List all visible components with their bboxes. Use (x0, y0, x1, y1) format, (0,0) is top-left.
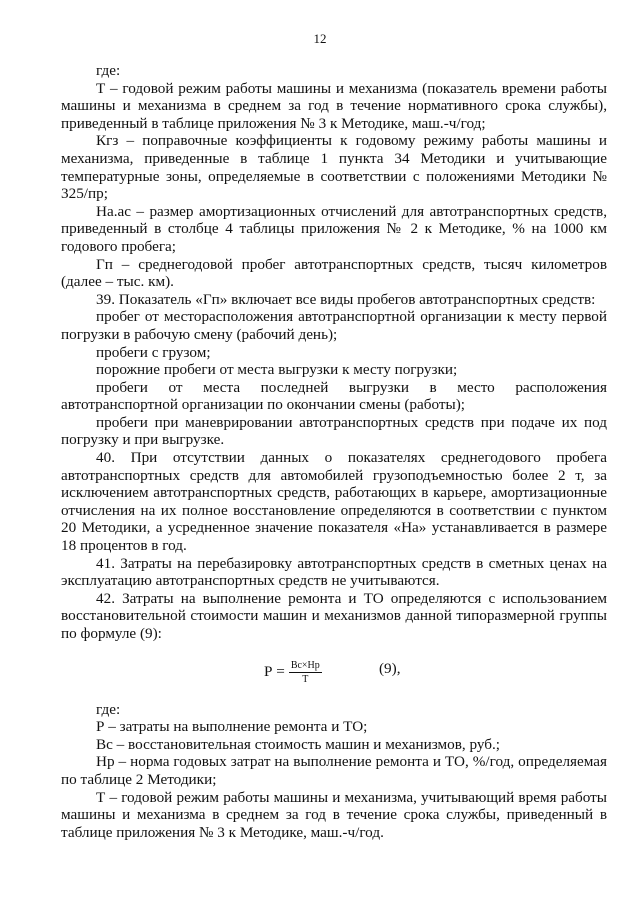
paragraph: 42. Затраты на выполнение ремонта и ТО определяются с использованием восстановительной стоимости машин и механизмов данной типоразмерной группы по формуле (9): (61, 589, 607, 642)
paragraph: пробеги от места последней выгрузки в место расположения автотранспортной организации по окончании смены (работы); (61, 378, 607, 414)
paragraph: пробеги с грузом; (96, 343, 211, 361)
paragraph: 40. При отсутствии данных о показателях среднегодового пробега автотранспортных средств для автомобилей грузоподъемностью более 2 т, за исключением автотранспортных средств, работающих в карьере, амортизационные отчисления на их полное восстановление определяются в соответствии с пунктом 20 Методики, а усредненное значение показателя «На» устанавливается в размере 18 процентов в год. (61, 449, 607, 555)
paragraph: где: (96, 700, 121, 718)
paragraph: порожние пробеги от места выгрузки к месту погрузки; (96, 361, 458, 379)
formula-fraction (289, 660, 322, 685)
formula-number: (9), (379, 659, 401, 677)
paragraph: где: (96, 62, 121, 79)
paragraph: Р – затраты на выполнение ремонта и ТО; (96, 718, 368, 736)
formula-denominator: Т (302, 673, 309, 685)
paragraph: пробеги при маневрировании автотранспортных средств при подаче их под погрузку и при выгрузке. (61, 413, 607, 449)
page-number: 12 (313, 31, 327, 46)
paragraph: Т – годовой режим работы машины и механизма, учитывающий время работы машины и механизма в среднем за год в течение срока службы, приведенный в таблице приложения № 3 к Методике, маш.-ч/год. (61, 788, 607, 841)
formula-lhs: Р = (264, 663, 285, 681)
formula-expression (264, 660, 322, 685)
paragraph: 39. Показатель «Гп» включает все виды пробегов автотранспортных средств: (96, 290, 596, 308)
paragraph: Нр – норма годовых затрат на выполнение ремонта и ТО, %/год, определяемая по таблице 2 Методики; (61, 753, 607, 788)
paragraph: Кгз – поправочные коэффициенты к годовому режиму работы машины и механизма, приведенные в таблице 1 пункта 34 Методики и учитывающие температурные зоны, определяемые в соответствии с положениями Методики № 325/пр; (61, 132, 607, 203)
body-text (61, 62, 607, 841)
paragraph: Вс – восстановительная стоимость машин и механизмов, руб.; (96, 735, 501, 753)
paragraph: На.ас – размер амортизационных отчислений для автотранспортных средств, приведенный в столбце 4 таблицы приложения № 2 к Методике, % на 1000 км годового пробега; (61, 202, 607, 255)
formula-numerator: Вс×Нр (290, 659, 320, 671)
paragraphs-bottom (61, 701, 607, 842)
formula-9 (61, 655, 607, 693)
paragraph: Гп – среднегодовой пробег автотранспортных средств, тысяч километров (далее – тыс. км). (61, 255, 607, 291)
paragraph: 41. Затраты на перебазировку автотранспортных средств в сметных ценах на эксплуатацию автотранспортных средств не учитываются. (61, 554, 607, 590)
paragraphs-top (61, 62, 607, 643)
paragraph: Т – годовой режим работы машины и механизма (показатель времени работы машины и механизма в среднем за год в течение нормативного срока службы), приведенный в таблице приложения № 3 к Методике, маш.-ч/год; (61, 79, 607, 132)
paragraph: пробег от месторасположения автотранспортной организации к месту первой погрузки в рабочую смену (рабочий день); (61, 308, 607, 343)
